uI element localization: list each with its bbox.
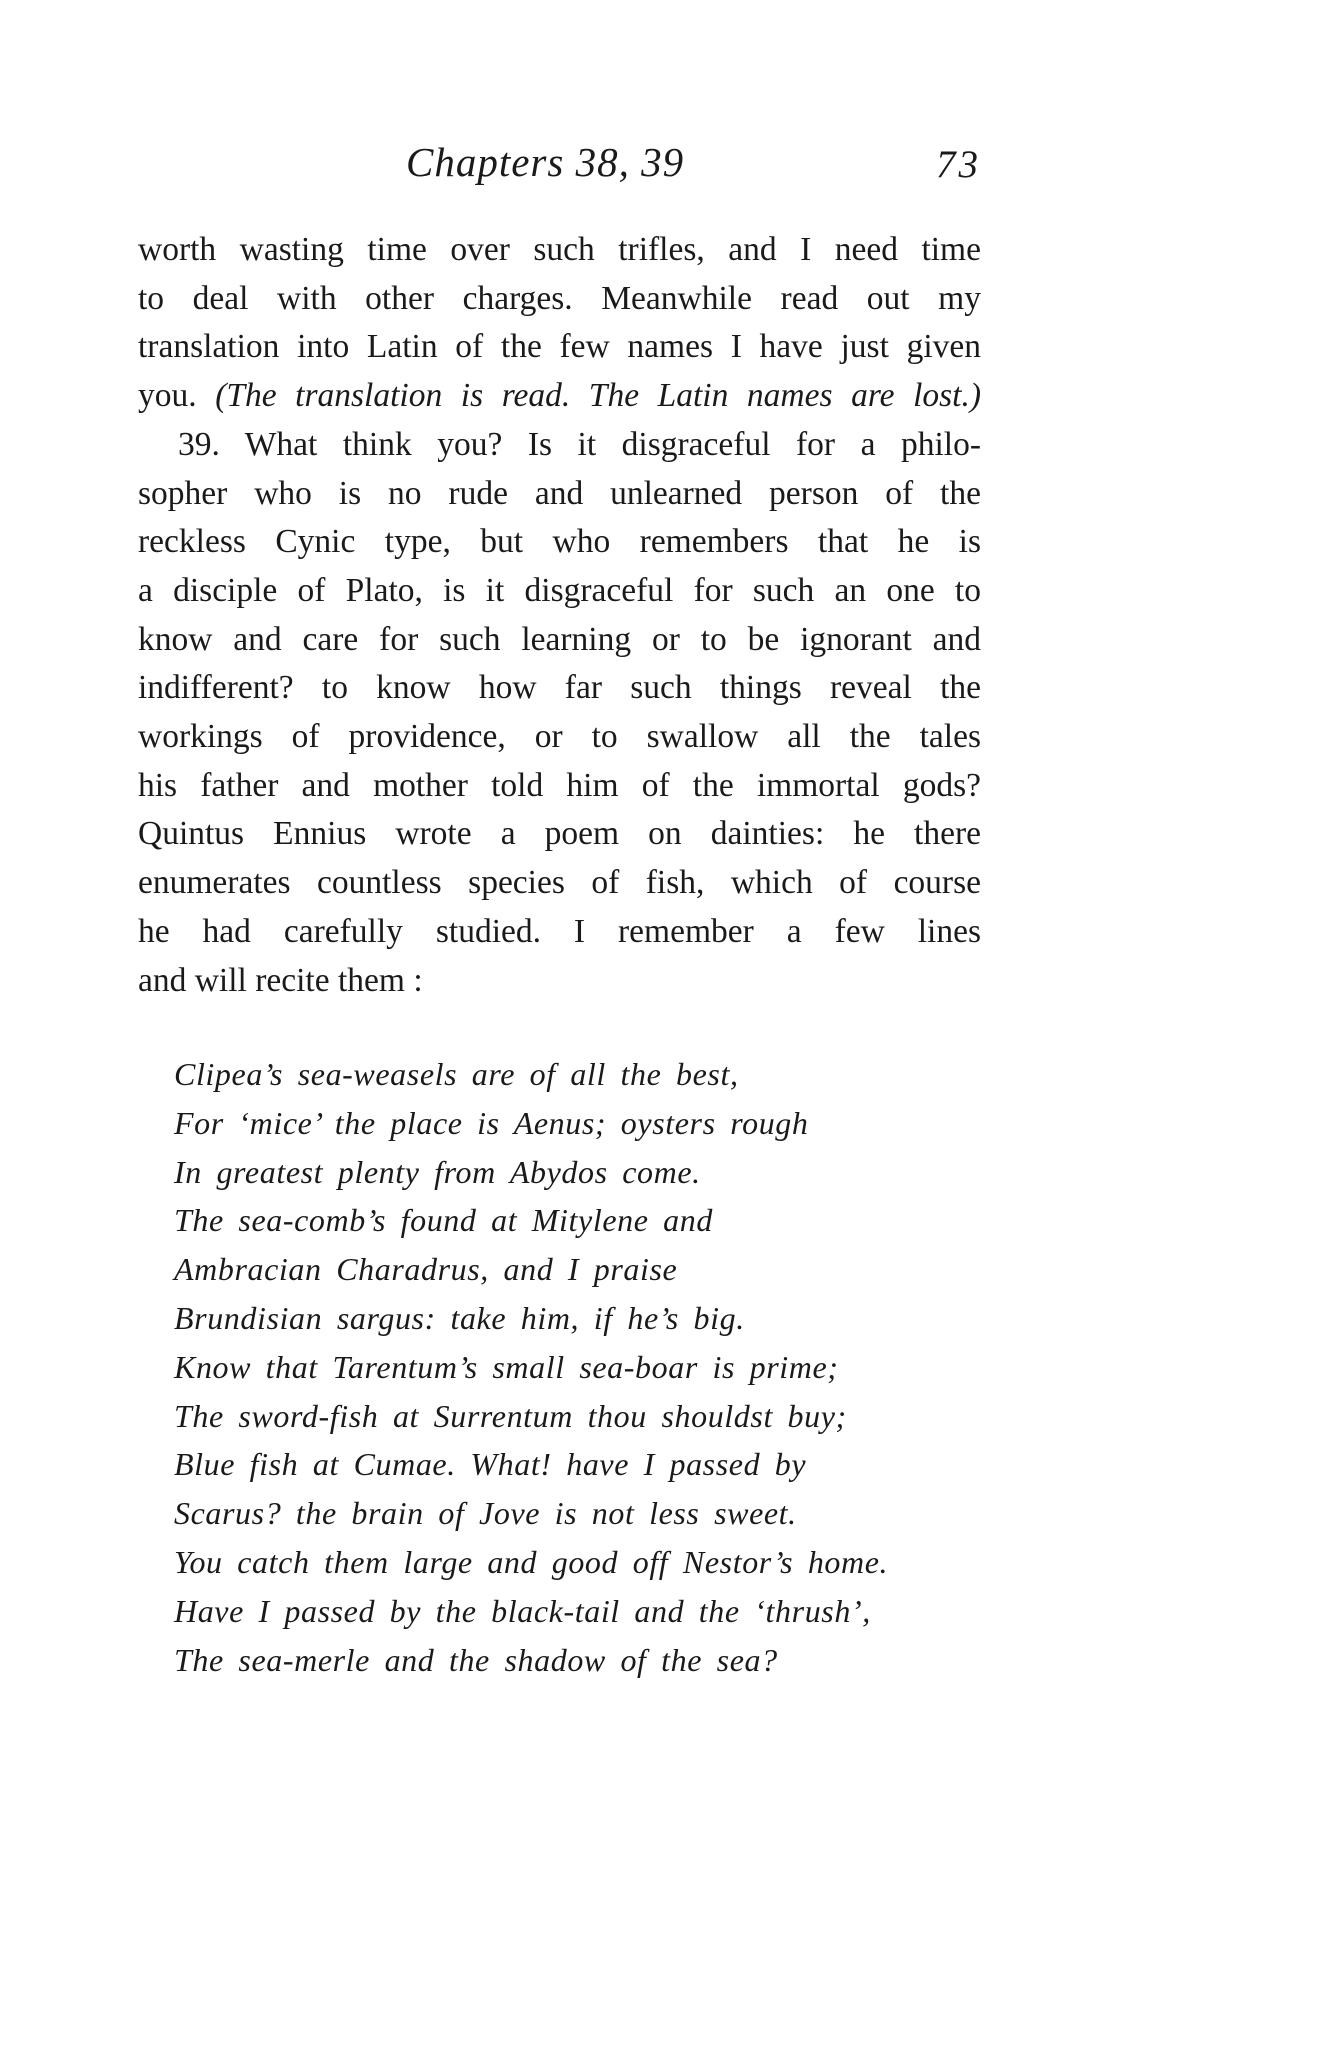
text-line: 39. What think you? Is it disgraceful for a philo-	[178, 425, 981, 463]
verse-line: The sea-merle and the shadow of the sea?	[174, 1641, 778, 1678]
text-line: know and care for such learning or to be ignorant and	[138, 620, 981, 658]
chapter-title: Chapters 38, 39	[406, 139, 685, 185]
verse-line: Ambracian Charadrus, and I praise	[174, 1251, 678, 1288]
prose-text	[138, 226, 981, 1005]
text-line: enumerates countless species of fish, which of course	[138, 864, 981, 902]
text-line: a disciple of Plato, is it disgraceful for such an one to	[138, 571, 981, 609]
verse-line: For ‘mice’ the place is Aenus; oysters rough	[174, 1104, 809, 1141]
editorial-note: (The translation is read. The Latin names are lost.)	[215, 377, 982, 415]
verse-line: The sword-fish at Surrentum thou shouldst buy;	[174, 1397, 847, 1434]
running-head	[138, 138, 981, 198]
verse-line: You catch them large and good off Nestor’s home.	[174, 1543, 889, 1580]
paragraph-continued	[138, 226, 981, 421]
text-line	[138, 372, 981, 421]
verse-line: In greatest plenty from Abydos come.	[174, 1153, 701, 1190]
text-line: workings of providence, or to swallow all the tales	[138, 718, 981, 756]
verse-line: Have I passed by the black-tail and the ‘thrush’,	[174, 1592, 871, 1629]
text-line: to deal with other charges. Meanwhile read out my	[138, 279, 981, 317]
text-line: he had carefully studied. I remember a few lines	[138, 912, 981, 950]
verse-line: Blue fish at Cumae. What! have I passed by	[174, 1446, 807, 1483]
text-line: translation into Latin of the few names I have just given	[138, 328, 981, 366]
book-page	[138, 0, 981, 2065]
text-line: and will recite them :	[138, 961, 423, 999]
text-line: reckless Cynic type, but who remembers that he is	[138, 523, 981, 561]
verse-quotation	[174, 1050, 984, 1684]
verse-line: Scarus? the brain of Jove is not less sweet.	[174, 1495, 797, 1532]
text-line: his father and mother told him of the immortal gods?	[138, 766, 981, 804]
verse-line: The sea-comb’s found at Mitylene and	[174, 1202, 713, 1239]
verse-line: Clipea’s sea-weasels are of all the best,	[174, 1056, 739, 1092]
page-number: 73	[936, 143, 981, 186]
paragraph-39	[138, 421, 981, 1005]
text-fragment: you.	[138, 377, 197, 415]
text-line: indifferent? to know how far such things reveal the	[138, 669, 981, 707]
text-line: sopher who is no rude and unlearned person of the	[138, 474, 981, 512]
verse-line: Brundisian sargus: take him, if he’s big.	[174, 1299, 745, 1336]
text-line: Quintus Ennius wrote a poem on dainties: he there	[138, 815, 981, 853]
verse-line: Know that Tarentum’s small sea-boar is prime;	[174, 1348, 839, 1385]
text-line: worth wasting time over such trifles, and I need time	[138, 231, 981, 268]
